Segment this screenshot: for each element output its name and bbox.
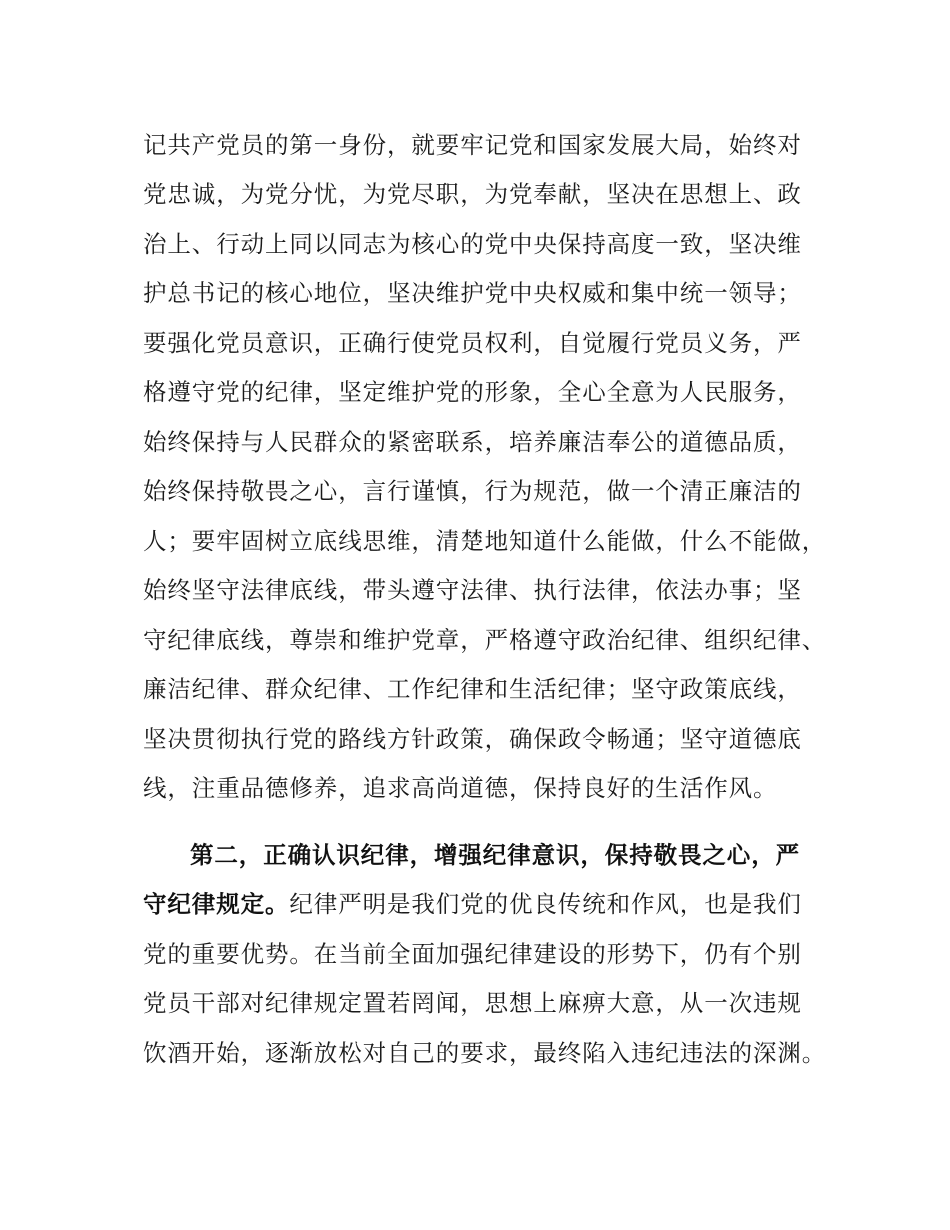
paragraph-2-line-2: [143, 889, 802, 919]
paragraph-2-line-4: 党员干部对纪律规定置若罔闻，思想上麻痹大意，从一次违规: [143, 989, 802, 1017]
paragraph-1-line-8: 始终保持敬畏之心，言行谨慎，行为规范，做一个清正廉洁的: [143, 477, 802, 505]
paragraph-1-line-4: 护总书记的核心地位，坚决维护党中央权威和集中统一领导；: [143, 279, 802, 307]
paragraph-1-line-7: 始终保持与人民群众的紧密联系，培养廉洁奉公的道德品质，: [143, 428, 802, 456]
paragraph-1-line-6: 格遵守党的纪律，坚定维护党的形象，全心全意为人民服务，: [143, 378, 802, 406]
paragraph-2-heading-line-2: 守纪律规定。: [143, 890, 290, 918]
paragraph-2-heading-line-1: 第二，正确认识纪律，增强纪律意识，保持敬畏之心，严: [190, 841, 800, 869]
paragraph-1-line-14: 线，注重品德修养，追求高尚道德，保持良好的生活作风。: [143, 774, 778, 802]
paragraph-1-line-12: 廉洁纪律、群众纪律、工作纪律和生活纪律；坚守政策底线，: [143, 675, 802, 703]
paragraph-2-line-2-text: 纪律严明是我们党的优良传统和作风，也是我们: [289, 890, 802, 918]
paragraph-1-line-9: 人；要牢固树立底线思维，清楚地知道什么能做，什么不能做，: [143, 527, 827, 555]
paragraph-1-line-1: 记共产党员的第一身份，就要牢记党和国家发展大局，始终对: [143, 131, 802, 159]
paragraph-1-line-11: 守纪律底线，尊崇和维护党章，严格遵守政治纪律、组织纪律、: [143, 626, 827, 654]
paragraph-1-line-10: 始终坚守法律底线，带头遵守法律、执行法律，依法办事；坚: [143, 576, 802, 604]
paragraph-2-line-3: 党的重要优势。在当前全面加强纪律建设的形势下，仍有个别: [143, 940, 802, 968]
paragraph-2-line-5: 饮酒开始，逐渐放松对自己的要求，最终陷入违纪违法的深渊。: [143, 1039, 827, 1067]
paragraph-1-line-5: 要强化党员意识，正确行使党员权利，自觉履行党员义务，严: [143, 329, 802, 357]
paragraph-1-line-3: 治上、行动上同以同志为核心的党中央保持高度一致，坚决维: [143, 230, 802, 258]
paragraph-1-line-2: 党忠诚，为党分忧，为党尽职，为党奉献，坚决在思想上、政: [143, 180, 802, 208]
paragraph-1-line-13: 坚决贯彻执行党的路线方针政策，确保政令畅通；坚守道德底: [143, 725, 802, 753]
